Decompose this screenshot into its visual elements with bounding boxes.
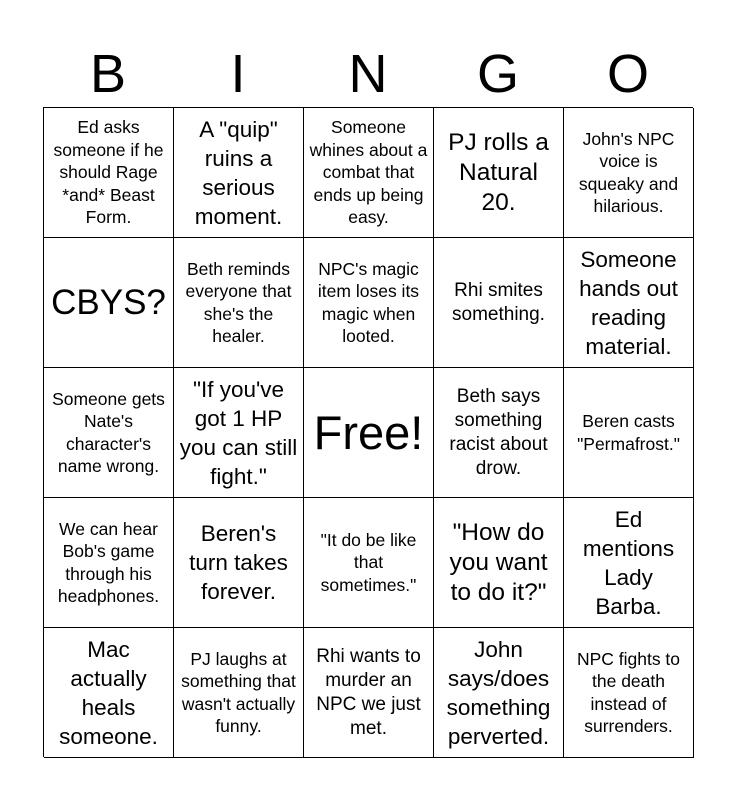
header-letter-b: B [89, 44, 127, 104]
bingo-cell-r2-c2[interactable] [174, 238, 304, 368]
bingo-cell-text: PJ laughs at something that wasn't actually funny. [181, 648, 296, 736]
bingo-header [43, 44, 693, 104]
bingo-cell-r2-c5[interactable] [564, 238, 694, 368]
bingo-cell-text: "How do you want to do it?" [449, 518, 548, 606]
bingo-cell-r4-c3[interactable] [304, 498, 434, 628]
bingo-cell-text: "If you've got 1 HP you can still fight." [179, 376, 298, 489]
bingo-cell-r3-c1[interactable] [44, 368, 174, 498]
bingo-grid [43, 107, 693, 757]
bingo-cell-text: Someone gets Nate's character's name wrong. [52, 388, 165, 476]
bingo-cell-r2-c1[interactable] [44, 238, 174, 368]
bingo-cell-text: John says/does something perverted. [446, 636, 551, 749]
bingo-cell-r4-c4[interactable] [434, 498, 564, 628]
bingo-cell-r1-c4[interactable] [434, 108, 564, 238]
bingo-cell-r1-c1[interactable] [44, 108, 174, 238]
bingo-cell-r5-c1[interactable] [44, 628, 174, 758]
bingo-cell-r1-c3[interactable] [304, 108, 434, 238]
bingo-cell-text: Rhi wants to murder an NPC we just met. [316, 645, 421, 739]
header-letter-g: G [476, 44, 519, 104]
header-letter-n: N [348, 44, 388, 104]
bingo-cell-text: Someone hands out reading material. [579, 246, 678, 359]
bingo-cell-text: Ed asks someone if he should Rage *and* Beast Form. [53, 117, 164, 228]
bingo-cell-text: Ed mentions Lady Barba. [582, 506, 675, 619]
bingo-cell-r5-c5[interactable] [564, 628, 694, 758]
bingo-cell-r1-c5[interactable] [564, 108, 694, 238]
bingo-cell-text: NPC fights to the death instead of surrenders. [576, 648, 681, 736]
bingo-cell-text: PJ rolls a Natural 20. [448, 128, 549, 216]
bingo-cell-text: Mac actually heals someone. [59, 636, 158, 749]
bingo-cell-text: Someone whines about a combat that ends up being easy. [309, 117, 428, 228]
bingo-cell-text: Rhi smites something. [452, 279, 545, 325]
bingo-cell-text: Free! [313, 405, 424, 459]
bingo-cell-r2-c4[interactable] [434, 238, 564, 368]
bingo-cell-text: Beren's turn takes forever. [189, 521, 288, 604]
bingo-cell-text: NPC's magic item loses its magic when looted. [317, 258, 420, 346]
bingo-cell-r3-c5[interactable] [564, 368, 694, 498]
header-letter-i: I [230, 44, 246, 104]
bingo-cell-text: Beth reminds everyone that she's the healer. [185, 258, 292, 346]
bingo-cell-r4-c5[interactable] [564, 498, 694, 628]
bingo-cell-r5-c3[interactable] [304, 628, 434, 758]
bingo-cell-r5-c4[interactable] [434, 628, 564, 758]
bingo-cell-text: CBYS? [51, 282, 166, 322]
bingo-cell-r3-c3[interactable] [304, 368, 434, 498]
bingo-cell-r3-c2[interactable] [174, 368, 304, 498]
bingo-cell-r4-c2[interactable] [174, 498, 304, 628]
bingo-cell-text: "It do be like that sometimes." [320, 529, 417, 595]
bingo-cell-text: John's NPC voice is squeaky and hilarious. [578, 128, 679, 216]
bingo-cell-text: A "quip" ruins a serious moment. [194, 116, 283, 229]
bingo-cell-r3-c4[interactable] [434, 368, 564, 498]
bingo-cell-text: We can hear Bob's game through his headphones. [57, 518, 160, 606]
bingo-cell-r4-c1[interactable] [44, 498, 174, 628]
header-letter-o: O [606, 44, 649, 104]
bingo-cell-text: Beth says something racist about drow. [449, 385, 548, 479]
bingo-cell-r2-c3[interactable] [304, 238, 434, 368]
bingo-cell-text: Beren casts "Permafrost." [577, 411, 680, 454]
bingo-cell-r1-c2[interactable] [174, 108, 304, 238]
bingo-cell-r5-c2[interactable] [174, 628, 304, 758]
